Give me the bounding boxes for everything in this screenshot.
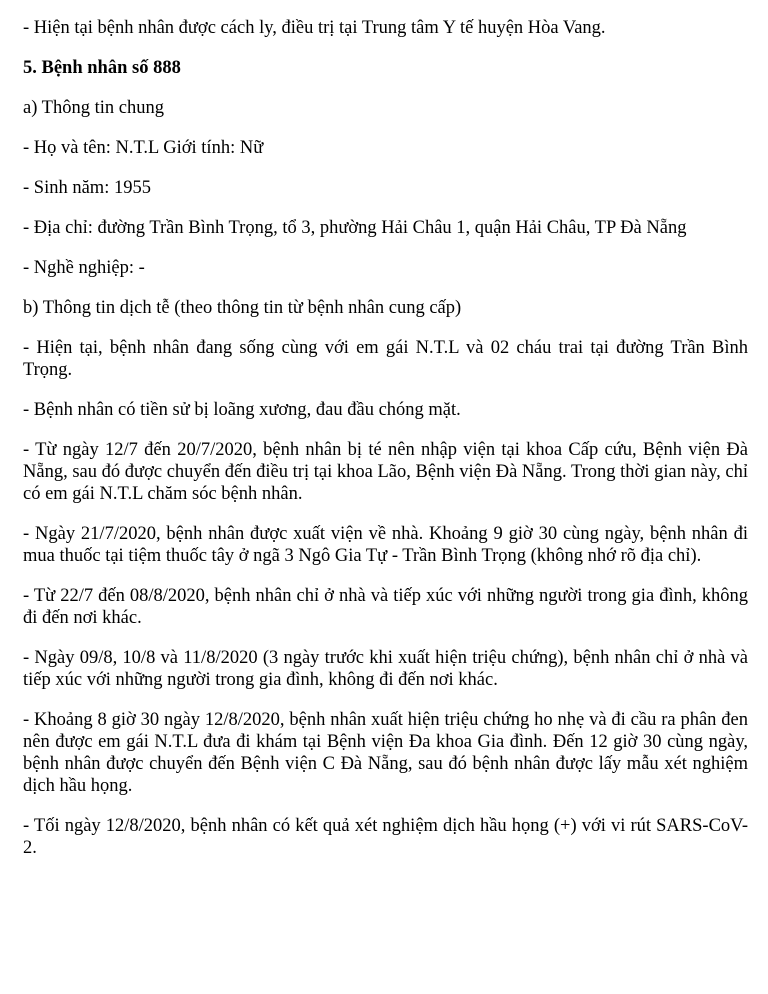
subheading-general-info: a) Thông tin chung [23, 98, 164, 118]
paragraph-discharge: - Ngày 21/7/2020, bệnh nhân được xuất viện về nhà. Khoảng 9 giờ 30 cùng ngày, bệnh nhân đi mua thuốc tại tiệm thuốc tây ở ngã 3 Ngô Gia Tự - Trần Bình Trọng (không nhớ rõ địa chỉ). [23, 524, 748, 566]
paragraph-pre-symptom: - Ngày 09/8, 10/8 và 11/8/2020 (3 ngày trước khi xuất hiện triệu chứng), bệnh nhân chỉ ở nhà và tiếp xúc với những người trong gia đình, không đi đến nơi khác. [23, 648, 748, 690]
paragraph-isolation-status: - Hiện tại bệnh nhân được cách ly, điều trị tại Trung tâm Y tế huyện Hòa Vang. [23, 18, 606, 38]
paragraph-test-result: - Tối ngày 12/8/2020, bệnh nhân có kết quả xét nghiệm dịch hầu họng (+) với vi rút SARS-CoV-2. [23, 816, 748, 858]
paragraph-hospitalization: - Từ ngày 12/7 đến 20/7/2020, bệnh nhân bị té nên nhập viện tại khoa Cấp cứu, Bệnh viện Đà Nẵng, sau đó được chuyển đến điều trị tại khoa Lão, Bệnh viện Đà Nẵng. Trong thời gian này, chỉ có em gái N.T.L chăm sóc bệnh nhân. [23, 440, 748, 504]
subheading-epidemiology: b) Thông tin dịch tễ (theo thông tin từ bệnh nhân cung cấp) [23, 298, 462, 318]
section-heading-patient-888: 5. Bệnh nhân số 888 [23, 58, 181, 78]
paragraph-medical-history: - Bệnh nhân có tiền sử bị loãng xương, đau đầu chóng mặt. [23, 400, 461, 420]
paragraph-name-gender: - Họ và tên: N.T.L Giới tính: Nữ [23, 138, 264, 158]
document-body [23, 17, 748, 877]
paragraph-symptom-onset: - Khoảng 8 giờ 30 ngày 12/8/2020, bệnh nhân xuất hiện triệu chứng ho nhẹ và đi cầu ra phân đen nên được em gái N.T.L đưa đi khám tại Bệnh viện Đa khoa Gia đình. Đến 12 giờ 30 cùng ngày, bệnh nhân được chuyển đến Bệnh viện C Đà Nẵng, sau đó bệnh nhân được lấy mẫu xét nghiệm dịch hầu họng. [23, 710, 748, 796]
paragraph-living-situation: - Hiện tại, bệnh nhân đang sống cùng với em gái N.T.L và 02 cháu trai tại đường Trần Bình Trọng. [23, 338, 748, 380]
paragraph-home-period: - Từ 22/7 đến 08/8/2020, bệnh nhân chỉ ở nhà và tiếp xúc với những người trong gia đình, không đi đến nơi khác. [23, 586, 748, 628]
paragraph-birth-year: - Sinh năm: 1955 [23, 178, 151, 198]
paragraph-address: - Địa chỉ: đường Trần Bình Trọng, tổ 3, phường Hải Châu 1, quận Hải Châu, TP Đà Nẵng [23, 218, 687, 238]
paragraph-occupation: - Nghề nghiệp: - [23, 258, 145, 278]
